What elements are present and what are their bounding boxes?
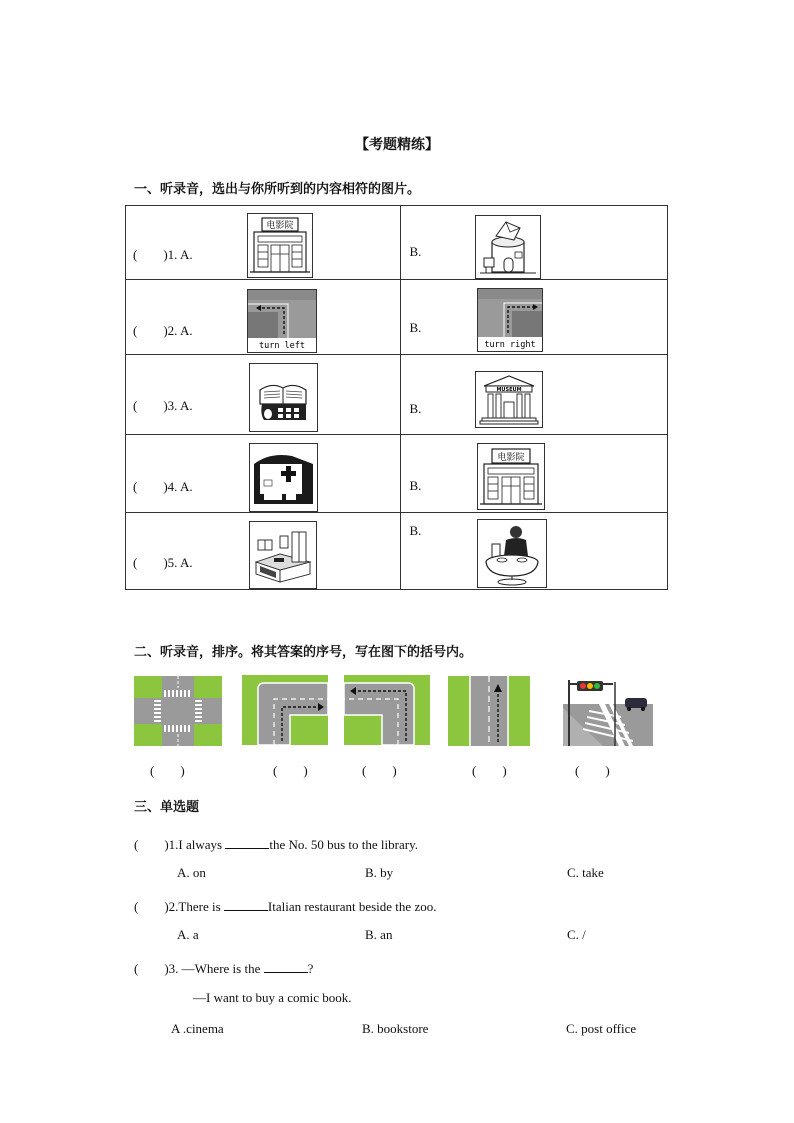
section3-heading: 三、单选题 — [134, 800, 200, 815]
answer-bracket[interactable]: ( ) — [472, 763, 507, 778]
question-row — [126, 513, 668, 590]
option-b[interactable]: B. an — [365, 927, 393, 942]
cinema-icon[interactable] — [477, 443, 545, 510]
museum-sign-text: MUSEUM — [496, 387, 523, 393]
turn-left-icon[interactable] — [247, 289, 317, 353]
question-3-reply: —I want to buy a comic book. — [193, 990, 352, 1005]
option-b-cell — [401, 513, 668, 590]
cinema-sign-text: 电影院 — [497, 453, 525, 463]
section1-heading: 一、听录音，选出与你所听到的内容相符的图片。 — [134, 182, 421, 197]
answer-bracket[interactable]: ( ) — [273, 763, 308, 778]
turn-left-road-icon[interactable] — [344, 675, 430, 745]
turn-right-caption: turn right — [484, 340, 537, 350]
question-3-suffix: ? — [307, 961, 314, 976]
option-b-label: B. — [409, 401, 422, 416]
museum-icon[interactable] — [475, 371, 543, 428]
crossroads-icon[interactable] — [134, 676, 222, 746]
page-title: 【考题精练】 — [355, 137, 439, 153]
option-b-label: B. — [409, 478, 422, 493]
option-b-cell — [401, 280, 668, 355]
option-a[interactable]: A .cinema — [171, 1021, 224, 1036]
option-a-cell — [126, 513, 401, 590]
section2-heading: 二、听录音，排序。将其答案的序号，写在图下的括号内。 — [134, 645, 473, 660]
turn-right-icon[interactable] — [477, 288, 543, 352]
answer-bracket[interactable]: ( ) — [362, 763, 397, 778]
restaurant-icon[interactable] — [477, 519, 547, 588]
hospital-icon[interactable] — [249, 443, 318, 512]
option-b-cell — [401, 206, 668, 280]
option-c[interactable]: C. / — [567, 927, 586, 942]
option-b[interactable]: B. by — [365, 865, 394, 880]
answer-blank[interactable] — [225, 836, 269, 849]
question-label: ( )4. A. — [133, 479, 193, 494]
option-b-label: B. — [409, 320, 422, 335]
turn-right-road-icon[interactable] — [242, 675, 328, 745]
post-office-icon[interactable] — [475, 215, 541, 279]
bookstore-icon[interactable] — [249, 363, 318, 432]
question-1 — [134, 834, 418, 853]
question-2-suffix: Italian restaurant beside the zoo. — [267, 899, 437, 914]
question-row — [126, 435, 668, 513]
option-a-cell — [126, 206, 401, 280]
option-a[interactable]: A. a — [177, 927, 199, 942]
question-label: ( )1. A. — [133, 247, 193, 262]
option-a-cell — [126, 435, 401, 513]
question-2-prefix: ( )2.There is — [134, 899, 224, 914]
question-1-suffix: the No. 50 bus to the library. — [269, 837, 418, 852]
answer-bracket[interactable]: ( ) — [150, 763, 185, 778]
listening-choice-table — [125, 205, 668, 590]
option-b-cell — [401, 355, 668, 435]
traffic-lights-icon[interactable] — [563, 678, 653, 746]
question-label: ( )5. A. — [133, 555, 193, 570]
option-b-cell — [401, 435, 668, 513]
question-1-prefix: ( )1.I always — [134, 837, 226, 852]
answer-blank[interactable] — [264, 960, 308, 973]
cinema-sign-text: 电影院 — [266, 221, 294, 231]
cinema-icon[interactable] — [247, 213, 313, 278]
question-3-prefix: ( )3. —Where is the — [134, 961, 264, 976]
option-b-label: B. — [409, 244, 422, 259]
question-label: ( )3. A. — [133, 398, 193, 413]
option-c[interactable]: C. post office — [566, 1021, 637, 1036]
go-straight-icon[interactable] — [448, 676, 530, 746]
option-a-cell — [126, 280, 401, 355]
option-b-label: B. — [409, 523, 422, 538]
answer-bracket[interactable]: ( ) — [575, 763, 610, 778]
question-row — [126, 280, 668, 355]
question-row — [126, 206, 668, 280]
option-a[interactable]: A. on — [177, 865, 206, 880]
kitchen-icon[interactable] — [249, 521, 317, 589]
option-c[interactable]: C. take — [567, 865, 604, 880]
answer-blank[interactable] — [224, 898, 268, 911]
option-b[interactable]: B. bookstore — [362, 1021, 429, 1036]
turn-left-caption: turn left — [258, 341, 306, 351]
question-label: ( )2. A. — [133, 323, 193, 338]
question-row — [126, 355, 668, 435]
question-2 — [134, 896, 436, 915]
option-a-cell — [126, 355, 401, 435]
question-3 — [134, 958, 313, 977]
